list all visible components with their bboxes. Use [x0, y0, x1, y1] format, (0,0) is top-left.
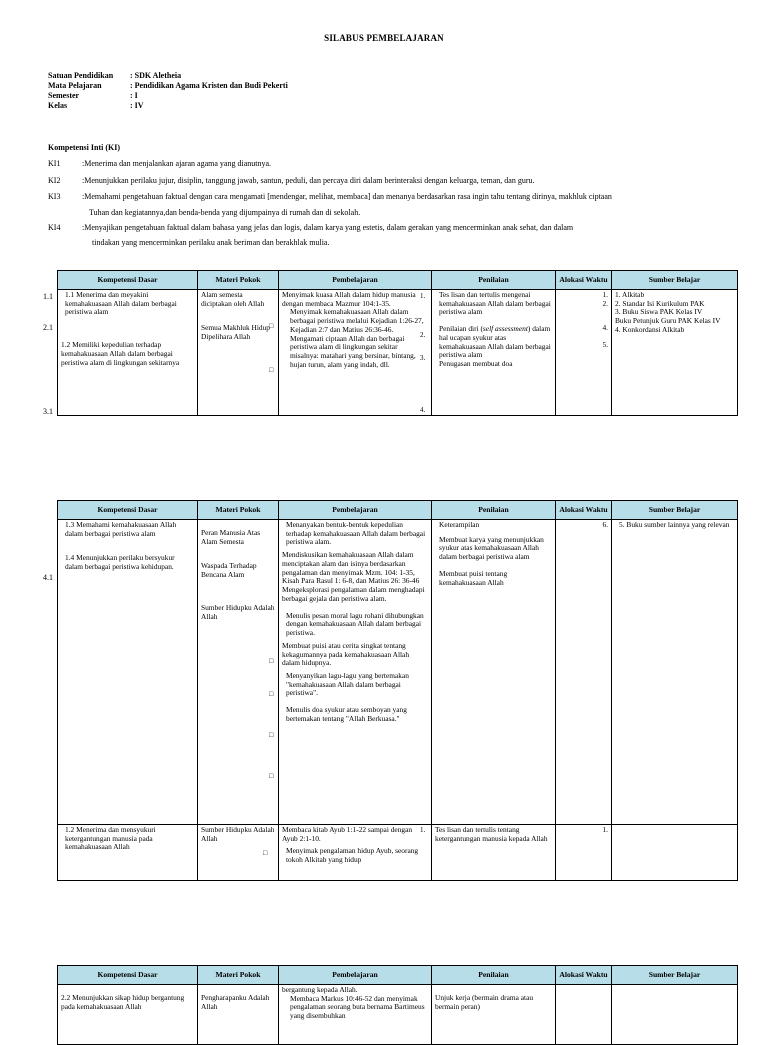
penilaian-cell [432, 825, 556, 881]
header-sumber-belajar: Sumber Belajar [612, 501, 738, 520]
penilaian-text-italic: self assessment [482, 324, 528, 334]
alokasi-cell [556, 825, 612, 881]
pembelajaran-item: Menulis pesan moral lagu rohani dihubungkan dengan kemahakuasaan Allah dalam berbagai peristiwa. [286, 610, 424, 638]
identity-value: : IV [130, 101, 144, 110]
alokasi-number: 6. [602, 520, 608, 529]
identity-label: Satuan Pendidikan [48, 71, 114, 80]
pembelajaran-item: Menulis doa syukur atau semboyan yang bertemakan tentang "Allah Berkuasa." [286, 705, 407, 723]
ki-text: :Menerima dan menjalankan ajaran agama yang dianutnya. [82, 159, 272, 168]
pembelajaran-item: bergantung kepada Allah. [282, 985, 358, 994]
alokasi-cell [556, 520, 612, 825]
penilaian-cell [432, 290, 556, 416]
alokasi-number: 1. [602, 825, 608, 834]
alokasi-number: 2. [602, 298, 608, 308]
header-alokasi-waktu: Alokasi Waktu [556, 966, 612, 985]
identity-label: Mata Pelajaran [48, 81, 102, 90]
header-penilaian: Penilaian [432, 501, 556, 520]
header-penilaian: Penilaian [432, 966, 556, 985]
bullet-marker: □ [269, 731, 274, 739]
header-kompetensi-dasar: Kompetensi Dasar [58, 271, 198, 290]
penilaian-item: Penugasan membuat doa [439, 359, 513, 369]
alokasi-number: 1. [602, 290, 608, 299]
bullet-marker: □ [269, 322, 274, 330]
pembelajaran-item: Menyimak kuasa Allah dalam hidup manusia dengan membaca Mazmur 104:1-35. [282, 290, 416, 308]
materi-cell [198, 520, 279, 825]
ki-item [48, 159, 271, 169]
header-materi-pokok: Materi Pokok [198, 271, 279, 290]
kd-left-number: 3.1 [43, 407, 53, 416]
header-alokasi-waktu: Alokasi Waktu [556, 271, 612, 290]
identity-row [48, 81, 288, 91]
ki-code: KI4 [48, 223, 61, 232]
kd-item: 1.2 Menerima dan mensyukuri ketergantungan manusia pada kemahakuasaan Allah [65, 825, 156, 852]
syllabus-table-3 [57, 965, 738, 1045]
header-materi-pokok: Materi Pokok [198, 501, 279, 520]
bullet-marker: □ [263, 849, 268, 857]
penilaian-item: Membuat karya yang menunjukkan syukur atas kemahakuasaan Allah dalam berbagai peristiwa alam [439, 534, 544, 562]
kd-left-number: 4.1 [43, 573, 53, 582]
sumber-cell [612, 290, 738, 416]
pembelajaran-item: Membaca Markus 10:46-52 dan menyimak pengalaman seorang buta bernama Bartimeus yang disembuhkan [290, 993, 425, 1021]
ki-code: KI3 [48, 192, 61, 201]
ki-code: KI1 [48, 159, 61, 168]
identity-value: : SDK Aletheia [130, 71, 182, 80]
penilaian-cell [432, 985, 556, 1045]
sumber-cell [612, 520, 738, 825]
identity-label: Kelas [48, 101, 68, 110]
header-pembelajaran: Pembelajaran [279, 271, 432, 290]
header-kompetensi-dasar: Kompetensi Dasar [58, 966, 198, 985]
header-kompetensi-dasar: Kompetensi Dasar [58, 501, 198, 520]
kd-item: 1.2 Memiliki kepedulian terhadap kemahakuasaan Allah dalam berbagai peristiwa alam di lingkungan sekitarnya [61, 340, 180, 367]
ki-item [48, 192, 612, 202]
ki-text: :Memahami pengetahuan faktual dengan cara mengamati [mendengar, melihat, membaca] dan menanya berdasarkan rasa ingin tahu tentang dirinya, makhluk ciptaan [82, 192, 612, 201]
ki-item [48, 176, 535, 186]
pembelajaran-cell [279, 985, 432, 1045]
list-number: 1. [420, 826, 426, 834]
ki-text-continued: tindakan yang mencerminkan perilaku anak beriman dan berakhlak mulia. [92, 238, 330, 247]
ki-text: :Menunjukkan perilaku jujur, disiplin, tanggung jawab, santun, peduli, dan percaya diri dalam berinteraksi dengan keluarga, teman, dan guru. [82, 176, 535, 185]
penilaian-item: Membuat puisi tentang kemahakuasaan Allah [439, 568, 508, 587]
alokasi-number: 4. [602, 323, 608, 333]
alokasi-cell [556, 985, 612, 1045]
ki-text: :Menyajikan pengetahuan faktual dalam bahasa yang jelas dan logis, dalam karya yang estetis, dalam gerakan yang mencerminkan anak sehat, dan dalam [82, 223, 574, 232]
materi-item: Semua Makhluk Hidup Dipelihara Allah [201, 323, 270, 342]
header-sumber-belajar: Sumber Belajar [612, 966, 738, 985]
pembelajaran-cell [279, 825, 432, 881]
kd-cell [58, 520, 198, 825]
penilaian-item: Keterampilan [439, 520, 480, 529]
kd-item: 2.2 Menunjukkan sikap hidup bergantung pada kemahakuasaan Allah [61, 993, 185, 1011]
header-pembelajaran: Pembelajaran [279, 501, 432, 520]
sumber-item: 3. Buku Siswa PAK Kelas IV [615, 307, 703, 317]
pembelajaran-item: Membaca kitab Ayub 1:1-22 sampai dengan Ayub 2:1-10. [282, 825, 413, 843]
pembelajaran-item: Menyanyikan lagu-lagu yang bertemakan "kemahakuasaan Allah dalam berbagai peristiwa". [286, 671, 409, 698]
penilaian-item [435, 325, 552, 360]
kd-left-number: 2.1 [43, 323, 53, 332]
kd-cell [58, 825, 198, 881]
kd-cell [58, 290, 198, 416]
sumber-cell [612, 985, 738, 1045]
identity-label: Semester [48, 91, 80, 100]
pembelajaran-item: Menanyakan bentuk-bentuk kepedulian terhadap kemahakuasaan Allah dalam berbagai peristiwa alam. [286, 520, 426, 547]
kd-item: 1.3 Memahami kemahakuasaan Allah dalam berbagai peristiwa alam [65, 520, 177, 538]
kd-item: 1.4 Menunjukkan perilaku bersyukur dalam berbagai peristiwa kehidupan. [65, 553, 175, 572]
kd-item: 1.1 Menerima dan meyakini kemahakuasaan Allah dalam berbagai peristiwa alam [65, 290, 177, 317]
materi-item: Pengharapanku Adalah Allah [201, 993, 270, 1011]
sumber-item: 2. Standar Isi Kurikulum PAK [615, 298, 705, 308]
identity-row [48, 71, 181, 81]
identity-value: : I [130, 91, 138, 100]
document-title: SILABUS PEMBELAJARAN [324, 33, 444, 43]
penilaian-text: ) dalam hal ucapan syukur atas kemahakuasaan Allah dalam berbagai peristiwa alam [439, 324, 551, 360]
pembelajaran-item: Mengamati ciptaan Allah dan berbagai peristiwa alam di lingkungan sekitar misalnya: matahari yang bersinar, bintang, hujan turun, alam yang indah, dll. [290, 333, 416, 369]
sumber-item: 5. Buku sumber lainnya yang relevan [619, 520, 730, 529]
ki-text-continued: Tuhan dan kegiatannya,dan benda-benda yang dijumpainya di rumah dan di sekolah. [89, 208, 361, 217]
bullet-marker: □ [269, 772, 274, 780]
penilaian-item: Unjuk kerja (bermain drama atau bermain peran) [435, 993, 534, 1011]
materi-cell [198, 290, 279, 416]
pembelajaran-item: Menyimak pengalaman hidup Ayub, seorang tokoh Alkitab yang hidup [286, 846, 419, 865]
syllabus-table-2 [57, 500, 738, 881]
ki-heading: Kompetensi Inti (KI) [48, 143, 120, 152]
penilaian-text: Penilaian diri ( [439, 324, 483, 334]
pembelajaran-item: Mengeksplorasi pengalaman dalam menghadapi berbagai gejala dan peristiwa alam. [282, 585, 425, 603]
pembelajaran-item: Membuat puisi atau cerita singkat tentang kekagumannya pada kemahakuasaan Allah dalam hidupnya. [282, 640, 410, 668]
sumber-item: 4. Konkordansi Alkitab [615, 324, 685, 334]
ki-code: KI2 [48, 176, 61, 185]
penilaian-item: Tes lisan dan tertulis tentang ketergantungan manusia kepada Allah [435, 825, 548, 843]
identity-value: : Pendidikan Agama Kristen dan Budi Pekerti [130, 81, 288, 90]
ki-item [48, 223, 573, 233]
list-number: 3. [420, 354, 426, 362]
header-materi-pokok: Materi Pokok [198, 966, 279, 985]
pembelajaran-cell [279, 290, 432, 416]
materi-cell [198, 985, 279, 1045]
header-penilaian: Penilaian [432, 271, 556, 290]
kd-cell [58, 985, 198, 1045]
penilaian-item: Tes lisan dan tertulis mengenai kemahakuasaan Allah dalam berbagai peristiwa alam [439, 290, 551, 317]
pembelajaran-item: Menyimak kemahakuasaan Allah dalam berbagai peristiwa melalui Kejadian 1:26-27, Kejadian 2:7 dan Matius 26:36-46. [290, 307, 424, 334]
list-number: 4. [420, 406, 426, 414]
header-sumber-belajar: Sumber Belajar [612, 271, 738, 290]
sumber-cell [612, 825, 738, 881]
materi-item: Peran Manusia Atas Alam Semesta [201, 528, 261, 546]
materi-item: Alam semesta diciptakan oleh Allah [201, 290, 265, 308]
header-pembelajaran: Pembelajaran [279, 966, 432, 985]
sumber-item: Buku Petunjuk Guru PAK Kelas IV [615, 316, 721, 326]
list-number: 2. [420, 331, 426, 339]
kd-left-number: 1.1 [43, 292, 53, 301]
penilaian-cell [432, 520, 556, 825]
pembelajaran-item: Mendiskusikan kemahakuasaan Allah dalam menciptakan alam dan isinya berdasarkan pengalaman dan menyimak Mzm. 104: 1-35, Kisah Para Rasul 1: 6-8, dan Matius 26: 36-46 [282, 550, 420, 586]
materi-item: Sumber Hidupku Adalah Allah [201, 602, 275, 621]
list-number: 1. [420, 292, 426, 300]
header-alokasi-waktu: Alokasi Waktu [556, 501, 612, 520]
identity-row [48, 101, 144, 111]
alokasi-number: 5. [602, 340, 608, 350]
materi-item: Sumber Hidupku Adalah Allah [201, 825, 275, 843]
bullet-marker: □ [269, 657, 274, 665]
bullet-marker: □ [269, 366, 274, 374]
pembelajaran-cell [279, 520, 432, 825]
syllabus-table-1 [57, 270, 738, 416]
sumber-item: 1. Alkitab [615, 290, 645, 299]
alokasi-cell [556, 290, 612, 416]
identity-row [48, 91, 138, 101]
materi-item: Waspada Terhadap Bencana Alam [201, 561, 257, 580]
bullet-marker: □ [269, 690, 274, 698]
